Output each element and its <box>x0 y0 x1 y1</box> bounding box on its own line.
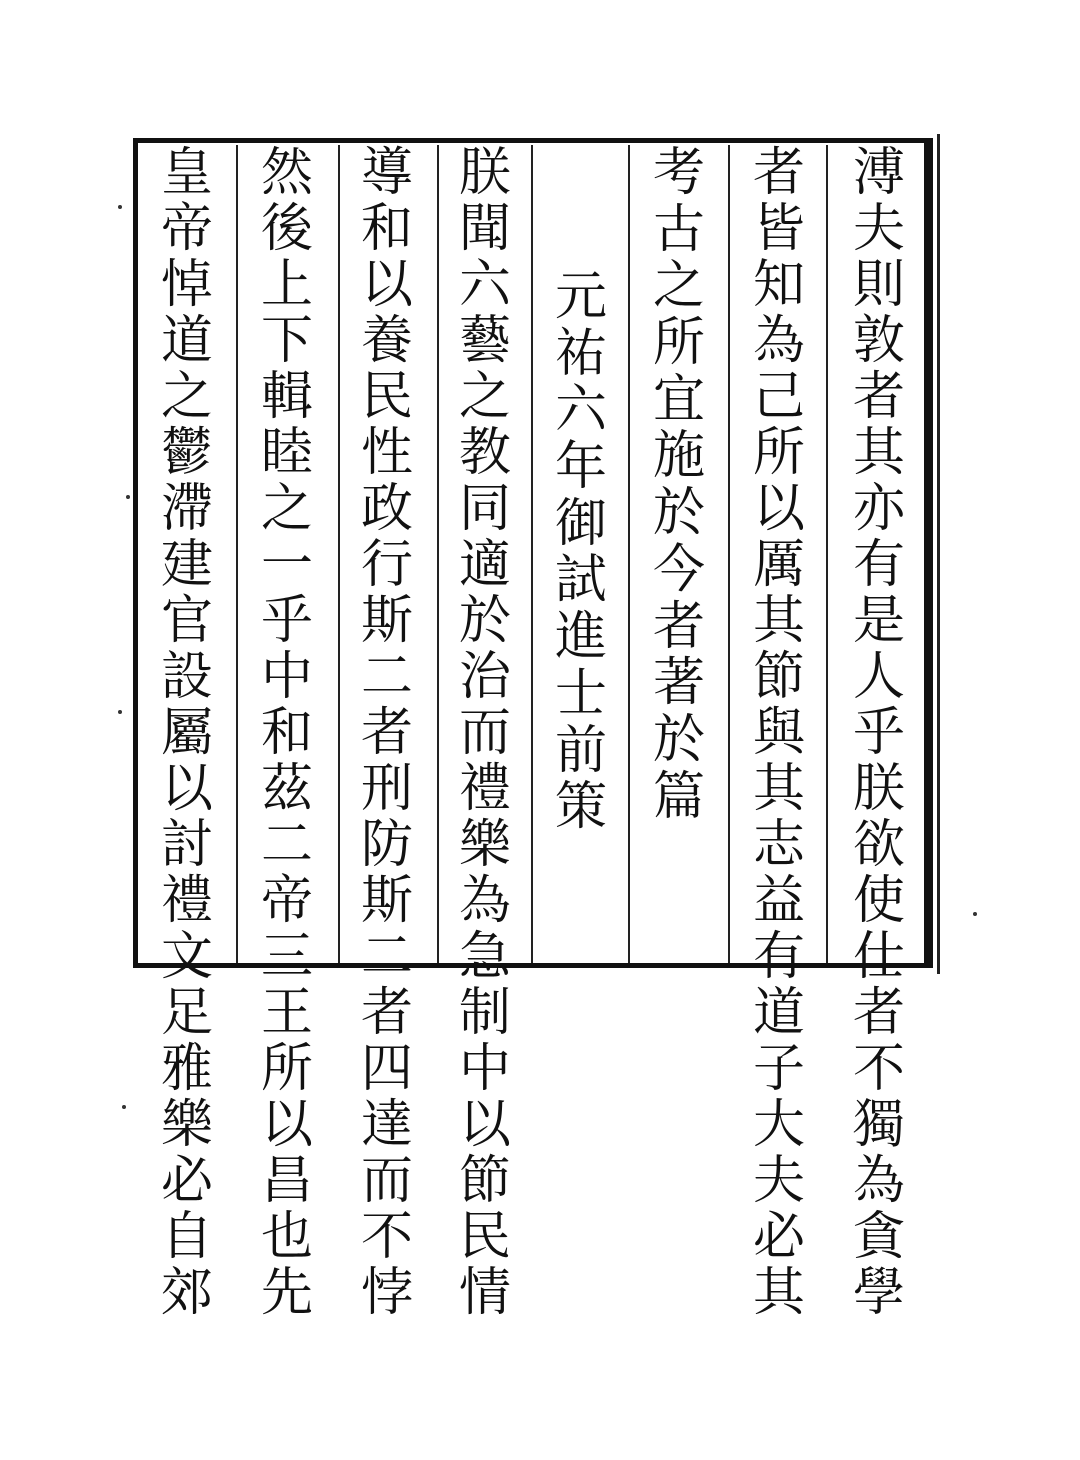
glyph: 有 <box>852 535 905 595</box>
glyph: 宜 <box>652 369 705 430</box>
glyph: 己 <box>752 367 805 427</box>
glyph: 考 <box>652 143 705 203</box>
text-column-3 <box>632 145 726 963</box>
text-column-1 <box>832 143 926 1323</box>
glyph: 斯 <box>360 871 413 931</box>
glyph: 必 <box>752 1207 805 1267</box>
glyph: 使 <box>852 871 905 931</box>
glyph: 滯 <box>160 479 213 539</box>
glyph: 中 <box>260 647 313 707</box>
glyph: 溥 <box>852 143 905 203</box>
glyph: 之 <box>652 256 705 317</box>
glyph: 以 <box>458 1095 511 1155</box>
glyph: 設 <box>160 647 213 707</box>
column-rule <box>628 145 630 963</box>
glyph: 皇 <box>160 143 213 203</box>
glyph: 於 <box>458 591 511 651</box>
glyph: 獨 <box>852 1095 905 1155</box>
text-column-8 <box>240 143 334 1323</box>
glyph: 二 <box>360 927 413 987</box>
glyph: 睦 <box>260 423 313 483</box>
scan-speck <box>122 1105 126 1109</box>
glyph: 乎 <box>852 703 905 763</box>
glyph: 節 <box>752 647 805 707</box>
glyph: 三 <box>260 927 313 987</box>
glyph: 四 <box>360 1039 413 1099</box>
glyph: 討 <box>160 815 213 875</box>
glyph: 和 <box>260 703 313 763</box>
glyph: 之 <box>160 367 213 427</box>
glyph: 建 <box>160 535 213 595</box>
glyph: 以 <box>360 255 413 315</box>
glyph: 教 <box>458 423 511 483</box>
column-rule <box>236 145 238 963</box>
glyph: 養 <box>360 311 413 371</box>
glyph: 年 <box>554 437 607 498</box>
glyph: 之 <box>458 367 511 427</box>
glyph: 情 <box>458 1263 511 1323</box>
glyph: 刑 <box>360 759 413 819</box>
glyph: 試 <box>554 550 607 611</box>
glyph: 而 <box>458 703 511 763</box>
glyph: 敦 <box>852 311 905 371</box>
glyph: 學 <box>852 1263 905 1323</box>
glyph: 帝 <box>260 871 313 931</box>
glyph: 茲 <box>260 759 313 819</box>
glyph: 厲 <box>752 535 805 595</box>
glyph: 以 <box>752 479 805 539</box>
glyph: 導 <box>360 143 413 203</box>
glyph: 篇 <box>652 766 705 827</box>
glyph: 昌 <box>260 1151 313 1211</box>
text-column-title <box>534 145 628 963</box>
glyph: 朕 <box>852 759 905 819</box>
glyph: 適 <box>458 535 511 595</box>
glyph: 一 <box>260 535 313 595</box>
glyph: 所 <box>652 313 705 374</box>
glyph: 有 <box>752 927 805 987</box>
glyph: 民 <box>458 1207 511 1267</box>
glyph: 達 <box>360 1095 413 1155</box>
glyph: 其 <box>752 1263 805 1323</box>
glyph: 下 <box>260 311 313 371</box>
glyph: 不 <box>360 1207 413 1267</box>
glyph: 官 <box>160 591 213 651</box>
glyph: 行 <box>360 535 413 595</box>
glyph: 不 <box>852 1039 905 1099</box>
glyph: 先 <box>260 1263 313 1323</box>
glyph: 著 <box>652 653 705 714</box>
glyph: 足 <box>160 983 213 1043</box>
glyph: 以 <box>160 759 213 819</box>
glyph: 知 <box>752 255 805 315</box>
glyph: 六 <box>554 380 607 441</box>
glyph: 道 <box>160 311 213 371</box>
glyph: 必 <box>160 1151 213 1211</box>
glyph: 悖 <box>360 1263 413 1323</box>
glyph: 治 <box>458 647 511 707</box>
glyph: 郊 <box>160 1263 213 1323</box>
glyph: 然 <box>260 143 313 203</box>
glyph: 性 <box>360 423 413 483</box>
scan-speck <box>126 495 130 499</box>
glyph: 者 <box>360 703 413 763</box>
glyph: 聞 <box>458 199 511 259</box>
glyph: 朕 <box>458 143 511 203</box>
glyph: 斯 <box>360 591 413 651</box>
glyph: 中 <box>458 1039 511 1099</box>
glyph: 仕 <box>852 927 905 987</box>
glyph: 貪 <box>852 1207 905 1267</box>
glyph: 皆 <box>752 199 805 259</box>
glyph: 輯 <box>260 367 313 427</box>
glyph: 古 <box>652 199 705 260</box>
glyph: 是 <box>852 591 905 651</box>
scan-speck <box>118 205 122 209</box>
glyph: 子 <box>752 1039 805 1099</box>
glyph: 雅 <box>160 1039 213 1099</box>
column-rule <box>728 145 730 963</box>
glyph: 所 <box>260 1039 313 1099</box>
scan-speck <box>973 912 977 916</box>
glyph: 鬱 <box>160 423 213 483</box>
glyph: 急 <box>458 927 511 987</box>
glyph: 為 <box>458 871 511 931</box>
glyph: 其 <box>752 591 805 651</box>
glyph: 者 <box>752 143 805 203</box>
glyph: 帝 <box>160 199 213 259</box>
glyph: 策 <box>554 777 607 838</box>
glyph: 民 <box>360 367 413 427</box>
glyph: 為 <box>752 311 805 371</box>
glyph: 則 <box>852 255 905 315</box>
column-rule <box>826 145 828 963</box>
glyph: 樂 <box>458 815 511 875</box>
glyph: 禮 <box>160 871 213 931</box>
glyph: 王 <box>260 983 313 1043</box>
glyph: 所 <box>752 423 805 483</box>
glyph: 者 <box>852 983 905 1043</box>
glyph: 二 <box>360 647 413 707</box>
text-column-6 <box>438 143 532 1323</box>
glyph: 道 <box>752 983 805 1043</box>
glyph: 夫 <box>852 199 905 259</box>
glyph: 自 <box>160 1207 213 1267</box>
glyph: 之 <box>260 479 313 539</box>
glyph: 者 <box>852 367 905 427</box>
glyph: 進 <box>554 607 607 668</box>
glyph: 悼 <box>160 255 213 315</box>
glyph: 乎 <box>260 591 313 651</box>
glyph: 同 <box>458 479 511 539</box>
glyph: 政 <box>360 479 413 539</box>
glyph: 御 <box>554 493 607 554</box>
glyph: 前 <box>554 720 607 781</box>
glyph: 其 <box>852 423 905 483</box>
glyph: 後 <box>260 199 313 259</box>
glyph: 於 <box>652 483 705 544</box>
glyph: 益 <box>752 871 805 931</box>
scan-speck <box>118 710 122 714</box>
glyph: 上 <box>260 255 313 315</box>
glyph: 今 <box>652 539 705 600</box>
glyph: 防 <box>360 815 413 875</box>
glyph: 二 <box>260 815 313 875</box>
glyph: 亦 <box>852 479 905 539</box>
glyph: 屬 <box>160 703 213 763</box>
glyph: 祐 <box>554 323 607 384</box>
glyph: 夫 <box>752 1151 805 1211</box>
glyph: 節 <box>458 1151 511 1211</box>
text-column-2 <box>732 143 826 1323</box>
glyph: 者 <box>652 596 705 657</box>
glyph: 其 <box>752 759 805 819</box>
glyph: 文 <box>160 927 213 987</box>
glyph: 與 <box>752 703 805 763</box>
glyph: 欲 <box>852 815 905 875</box>
glyph: 士 <box>554 663 607 724</box>
glyph: 制 <box>458 983 511 1043</box>
glyph: 藝 <box>458 311 511 371</box>
glyph: 大 <box>752 1095 805 1155</box>
glyph: 施 <box>652 426 705 487</box>
glyph: 樂 <box>160 1095 213 1155</box>
glyph: 為 <box>852 1151 905 1211</box>
glyph: 也 <box>260 1207 313 1267</box>
glyph: 人 <box>852 647 905 707</box>
text-column-7 <box>340 143 434 1323</box>
text-column-9 <box>140 143 234 1323</box>
glyph: 以 <box>260 1095 313 1155</box>
glyph: 者 <box>360 983 413 1043</box>
glyph: 於 <box>652 709 705 770</box>
glyph: 和 <box>360 199 413 259</box>
glyph: 志 <box>752 815 805 875</box>
glyph: 禮 <box>458 759 511 819</box>
frame-right-rule <box>937 134 940 974</box>
glyph: 六 <box>458 255 511 315</box>
glyph: 而 <box>360 1151 413 1211</box>
glyph: 元 <box>554 267 607 327</box>
